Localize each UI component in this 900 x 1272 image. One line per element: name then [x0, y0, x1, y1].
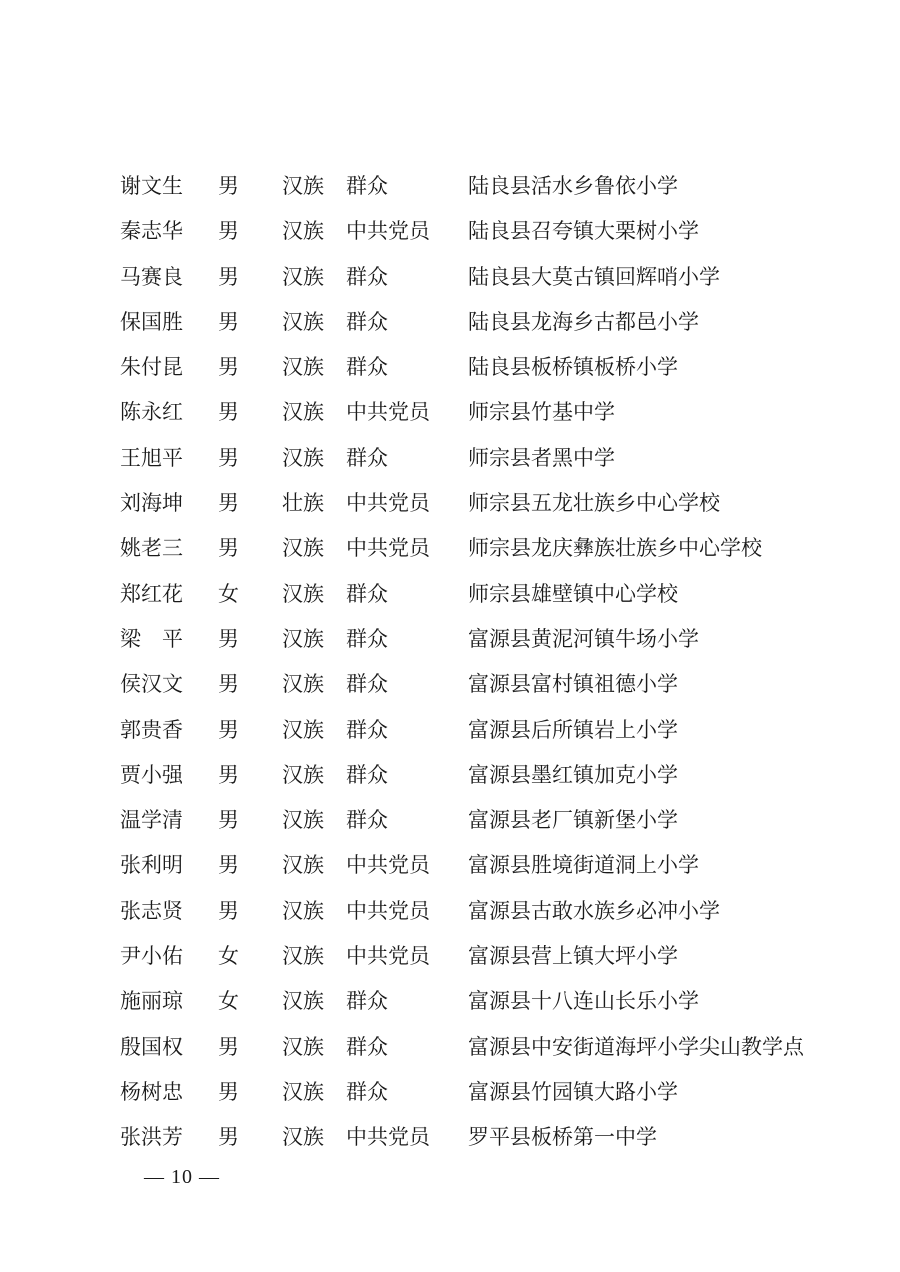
person-unit: 师宗县者黑中学	[468, 445, 615, 470]
person-ethnicity: 汉族	[282, 355, 324, 380]
person-unit: 富源县中安街道海坪小学尖山教学点	[468, 1034, 804, 1059]
person-name: 梁 平	[120, 626, 183, 651]
person-political-status: 群众	[346, 1034, 388, 1059]
person-name: 郭贵香	[120, 717, 183, 742]
list-item	[0, 617, 900, 662]
person-political-status: 中共党员	[346, 853, 430, 878]
list-item	[0, 934, 900, 979]
list-item	[0, 300, 900, 345]
person-unit: 富源县后所镇岩上小学	[468, 717, 678, 742]
person-name: 张志贤	[120, 898, 183, 923]
person-ethnicity: 汉族	[282, 717, 324, 742]
roster-list	[0, 164, 900, 1161]
person-unit: 富源县老厂镇新堡小学	[468, 808, 678, 833]
person-gender: 男	[218, 309, 239, 334]
person-political-status: 中共党员	[346, 219, 430, 244]
list-item	[0, 753, 900, 798]
person-name: 殷国权	[120, 1034, 183, 1059]
person-name: 保国胜	[120, 309, 183, 334]
person-ethnicity: 汉族	[282, 762, 324, 787]
person-political-status: 群众	[346, 174, 388, 198]
list-item	[0, 526, 900, 571]
person-political-status: 中共党员	[346, 898, 430, 923]
person-name: 张洪芳	[120, 1125, 183, 1150]
person-gender: 男	[218, 491, 239, 516]
person-political-status: 中共党员	[346, 491, 430, 516]
person-ethnicity: 汉族	[282, 672, 324, 697]
person-ethnicity: 汉族	[282, 264, 324, 289]
person-political-status: 中共党员	[346, 536, 430, 561]
person-unit: 师宗县五龙壮族乡中心学校	[468, 491, 720, 516]
person-name: 王旭平	[120, 445, 183, 470]
person-gender: 男	[218, 853, 239, 878]
person-name: 谢文生	[120, 174, 183, 198]
person-gender: 男	[218, 1034, 239, 1059]
person-political-status: 群众	[346, 762, 388, 787]
person-name: 郑红花	[120, 581, 183, 606]
person-name: 秦志华	[120, 219, 183, 244]
person-gender: 男	[218, 445, 239, 470]
person-unit: 师宗县龙庆彝族壮族乡中心学校	[468, 536, 762, 561]
person-gender: 女	[218, 944, 239, 969]
person-unit: 罗平县板桥第一中学	[468, 1125, 657, 1150]
person-unit: 陆良县龙海乡古都邑小学	[468, 309, 699, 334]
person-ethnicity: 汉族	[282, 445, 324, 470]
list-item	[0, 164, 900, 209]
person-gender: 男	[218, 762, 239, 787]
person-gender: 男	[218, 717, 239, 742]
person-ethnicity: 汉族	[282, 944, 324, 969]
list-item	[0, 1070, 900, 1115]
person-unit: 师宗县雄壁镇中心学校	[468, 581, 678, 606]
person-name: 尹小佑	[120, 944, 183, 969]
person-gender: 男	[218, 219, 239, 244]
person-political-status: 群众	[346, 445, 388, 470]
person-gender: 男	[218, 808, 239, 833]
person-gender: 男	[218, 1079, 239, 1104]
person-political-status: 中共党员	[346, 1125, 430, 1150]
person-name: 杨树忠	[120, 1079, 183, 1104]
person-unit: 富源县营上镇大坪小学	[468, 944, 678, 969]
person-gender: 男	[218, 264, 239, 289]
person-ethnicity: 汉族	[282, 400, 324, 425]
person-gender: 男	[218, 626, 239, 651]
person-political-status: 群众	[346, 717, 388, 742]
list-item	[0, 1115, 900, 1160]
person-gender: 男	[218, 1125, 239, 1150]
list-item	[0, 572, 900, 617]
list-item	[0, 662, 900, 707]
person-gender: 男	[218, 400, 239, 425]
person-gender: 女	[218, 581, 239, 606]
person-ethnicity: 汉族	[282, 898, 324, 923]
person-ethnicity: 汉族	[282, 626, 324, 651]
person-unit: 富源县竹园镇大路小学	[468, 1079, 678, 1104]
person-gender: 男	[218, 672, 239, 697]
person-name: 施丽琼	[120, 989, 183, 1014]
person-political-status: 群众	[346, 1079, 388, 1104]
list-item	[0, 345, 900, 390]
list-item	[0, 798, 900, 843]
person-ethnicity: 汉族	[282, 174, 324, 198]
list-item	[0, 979, 900, 1024]
list-item	[0, 1025, 900, 1070]
list-item	[0, 390, 900, 435]
person-gender: 男	[218, 174, 239, 198]
person-unit: 陆良县召夸镇大栗树小学	[468, 219, 699, 244]
person-ethnicity: 汉族	[282, 581, 324, 606]
person-political-status: 群众	[346, 264, 388, 289]
person-political-status: 中共党员	[346, 400, 430, 425]
list-item	[0, 843, 900, 888]
person-political-status: 群众	[346, 808, 388, 833]
page-number: — 10 —	[144, 1166, 220, 1188]
person-unit: 富源县黄泥河镇牛场小学	[468, 626, 699, 651]
person-political-status: 群众	[346, 355, 388, 380]
person-unit: 师宗县竹基中学	[468, 400, 615, 425]
list-item	[0, 889, 900, 934]
person-gender: 男	[218, 536, 239, 561]
person-unit: 富源县墨红镇加克小学	[468, 762, 678, 787]
person-political-status: 群众	[346, 581, 388, 606]
person-ethnicity: 汉族	[282, 309, 324, 334]
person-unit: 富源县胜境街道洞上小学	[468, 853, 699, 878]
list-item	[0, 209, 900, 254]
person-gender: 女	[218, 989, 239, 1014]
person-gender: 男	[218, 898, 239, 923]
person-name: 马赛良	[120, 264, 183, 289]
person-ethnicity: 汉族	[282, 1034, 324, 1059]
person-name: 刘海坤	[120, 491, 183, 516]
person-ethnicity: 汉族	[282, 536, 324, 561]
person-ethnicity: 汉族	[282, 989, 324, 1014]
list-item	[0, 436, 900, 481]
person-name: 贾小强	[120, 762, 183, 787]
person-unit: 富源县十八连山长乐小学	[468, 989, 699, 1014]
person-political-status: 群众	[346, 989, 388, 1014]
person-political-status: 群众	[346, 309, 388, 334]
person-ethnicity: 汉族	[282, 853, 324, 878]
person-unit: 陆良县板桥镇板桥小学	[468, 355, 678, 380]
person-ethnicity: 汉族	[282, 808, 324, 833]
list-item	[0, 481, 900, 526]
person-ethnicity: 汉族	[282, 1125, 324, 1150]
person-name: 侯汉文	[120, 672, 183, 697]
person-name: 温学清	[120, 808, 183, 833]
person-unit: 陆良县活水乡鲁依小学	[468, 174, 678, 198]
person-political-status: 群众	[346, 672, 388, 697]
person-political-status: 中共党员	[346, 944, 430, 969]
person-unit: 富源县古敢水族乡必冲小学	[468, 898, 720, 923]
person-name: 姚老三	[120, 536, 183, 561]
person-unit: 富源县富村镇祖德小学	[468, 672, 678, 697]
person-ethnicity: 汉族	[282, 219, 324, 244]
person-unit: 陆良县大莫古镇回辉哨小学	[468, 264, 720, 289]
list-item	[0, 255, 900, 300]
person-gender: 男	[218, 355, 239, 380]
list-item	[0, 708, 900, 753]
person-name: 陈永红	[120, 400, 183, 425]
person-political-status: 群众	[346, 626, 388, 651]
person-name: 张利明	[120, 853, 183, 878]
person-ethnicity: 壮族	[282, 491, 324, 516]
person-name: 朱付昆	[120, 355, 183, 380]
person-ethnicity: 汉族	[282, 1079, 324, 1104]
